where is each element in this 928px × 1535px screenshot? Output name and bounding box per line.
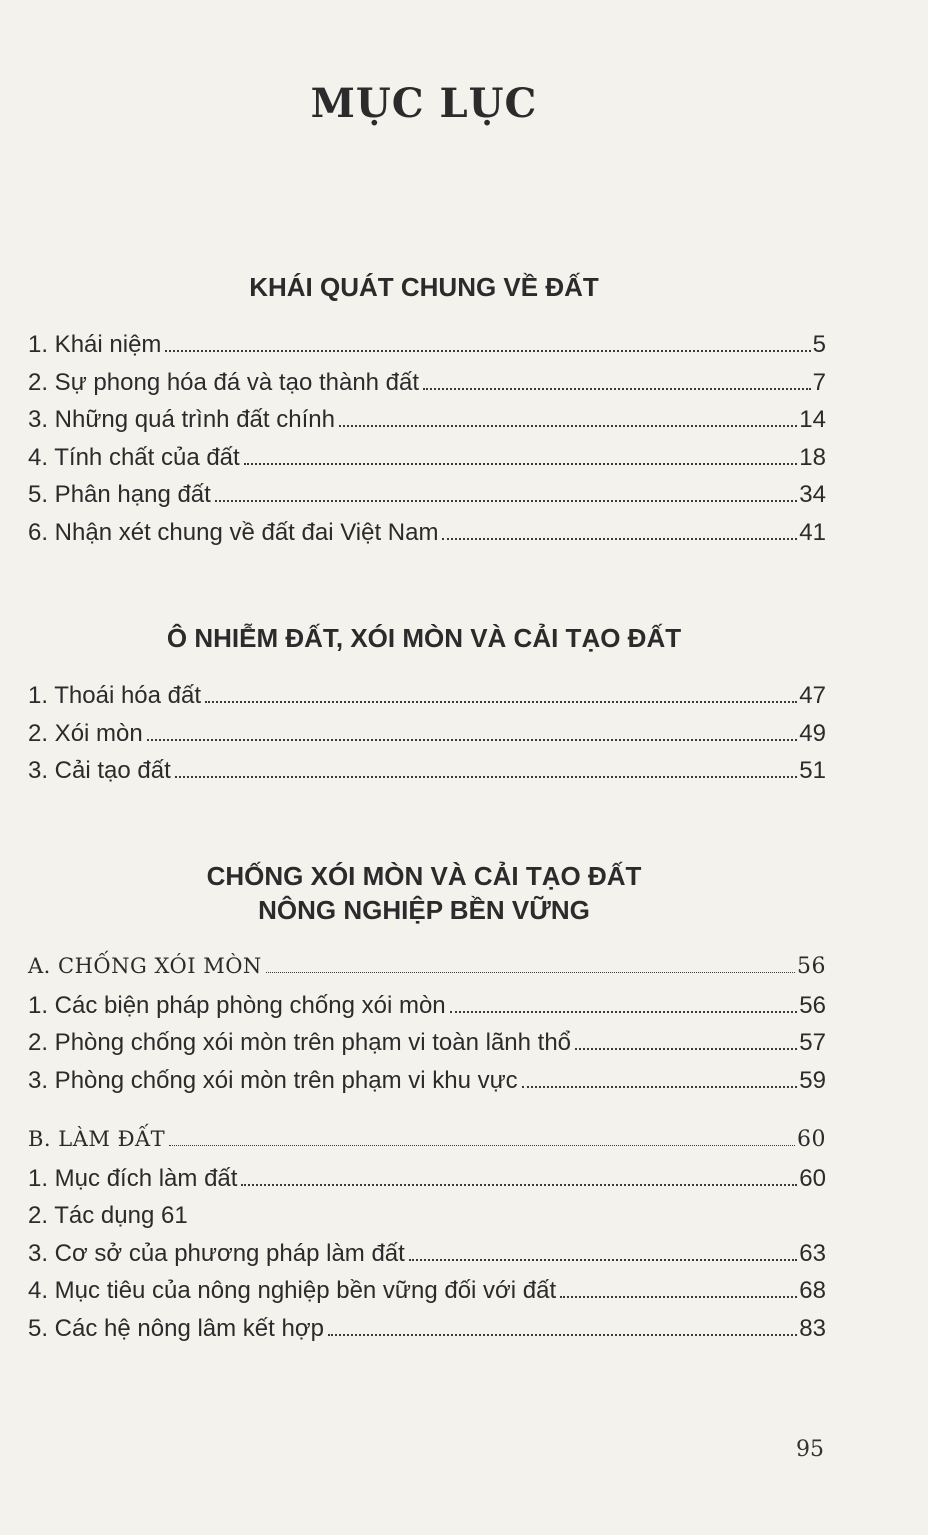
dot-leader — [147, 739, 798, 741]
toc-entry[interactable] — [28, 1240, 826, 1278]
toc-entry-label: B. LÀM ĐẤT — [28, 1127, 166, 1151]
toc-entry-page: 34 — [799, 481, 826, 509]
dot-leader — [165, 350, 810, 352]
dot-leader — [266, 972, 795, 973]
toc-entry-label: 1. Các biện pháp phòng chống xói mòn — [28, 991, 446, 1019]
toc-part-header[interactable] — [28, 1127, 826, 1165]
page-number: 95 — [796, 1437, 824, 1462]
dot-leader — [328, 1334, 797, 1336]
toc-entry-page: 47 — [799, 682, 826, 709]
toc-entry-page: 59 — [799, 1066, 826, 1094]
toc-entry-label: 2. Sự phong hóa đá và tạo thành đất — [28, 368, 420, 396]
toc-entry-page: 18 — [799, 443, 826, 471]
dot-leader — [575, 1048, 797, 1050]
toc-list-section-2 — [28, 682, 826, 795]
toc-entry-page: 49 — [799, 719, 826, 747]
toc-entry-page: 5 — [812, 331, 826, 358]
dot-leader — [522, 1086, 798, 1088]
toc-entry[interactable] — [28, 1202, 826, 1240]
toc-entry-page: 57 — [799, 1029, 826, 1057]
toc-entry[interactable] — [28, 369, 826, 407]
toc-entry-label: 2. Tác dụng 61 — [28, 1202, 188, 1230]
toc-entry[interactable] — [28, 331, 826, 369]
toc-entry[interactable] — [28, 444, 826, 482]
dot-leader — [423, 388, 811, 390]
toc-entry-label: 5. Phân hạng đất — [28, 481, 211, 509]
toc-entry[interactable] — [28, 1315, 826, 1353]
section-heading-soil-overview: KHÁI QUÁT CHUNG VỀ ĐẤT — [249, 272, 599, 302]
toc-entry-label: 1. Thoái hóa đất — [28, 682, 202, 709]
toc-entry-label: 1. Mục đích làm đất — [28, 1164, 238, 1192]
toc-entry[interactable] — [28, 1277, 826, 1315]
toc-entry[interactable] — [28, 757, 826, 795]
toc-entry[interactable] — [28, 1029, 826, 1067]
dot-leader — [244, 463, 798, 465]
toc-entry-label: 3. Cải tạo đất — [28, 757, 171, 785]
dot-leader — [205, 701, 797, 703]
toc-entry-page: 68 — [799, 1277, 826, 1305]
toc-entry-page: 63 — [799, 1239, 826, 1267]
dot-leader — [560, 1296, 797, 1298]
toc-entry-label: 1. Khái niệm — [28, 331, 162, 358]
toc-entry[interactable] — [28, 519, 826, 557]
dot-leader — [215, 500, 797, 502]
toc-entry[interactable] — [28, 682, 826, 720]
toc-entry-page: 7 — [812, 368, 826, 396]
toc-entry-label: 4. Tính chất của đất — [28, 443, 240, 471]
toc-entry-label: 4. Mục tiêu của nông nghiệp bền vững đối với đất — [28, 1277, 557, 1305]
toc-entry-page: 41 — [799, 518, 826, 546]
toc-entry-page: 51 — [799, 757, 826, 785]
toc-entry-page: 60 — [799, 1164, 826, 1192]
toc-list-part-a — [28, 954, 826, 1104]
toc-entry-label: 2. Xói mòn — [28, 719, 143, 747]
toc-entry-label: A. CHỐNG XÓI MÒN — [28, 954, 262, 978]
dot-leader — [442, 538, 797, 540]
section-heading-erosion-line2: NÔNG NGHIỆP BỀN VỮNG — [258, 895, 590, 925]
toc-entry-page: 56 — [797, 954, 826, 979]
toc-part-header[interactable] — [28, 954, 826, 992]
toc-entry[interactable] — [28, 720, 826, 758]
toc-list-part-b — [28, 1127, 826, 1353]
toc-entry-label: 2. Phòng chống xói mòn trên phạm vi toàn lãnh thổ — [28, 1029, 572, 1057]
toc-entry-page: 83 — [799, 1314, 826, 1342]
dot-leader — [450, 1011, 798, 1013]
toc-list-section-1 — [28, 331, 826, 557]
page-title: MỤC LỤC — [310, 80, 538, 127]
toc-entry-page: 60 — [797, 1127, 826, 1152]
toc-entry-label: 3. Phòng chống xói mòn trên phạm vi khu vực — [28, 1066, 518, 1094]
dot-leader — [409, 1259, 797, 1261]
toc-entry-page: 56 — [799, 991, 826, 1019]
section-heading-erosion-line1: CHỐNG XÓI MÒN VÀ CẢI TẠO ĐẤT — [206, 861, 642, 891]
dot-leader — [339, 425, 797, 427]
toc-entry-label: 6. Nhận xét chung về đất đai Việt Nam — [28, 518, 439, 546]
toc-entry[interactable] — [28, 481, 826, 519]
toc-entry[interactable] — [28, 1165, 826, 1203]
toc-entry-label: 3. Những quá trình đất chính — [28, 406, 335, 434]
toc-entry-label: 3. Cơ sở của phương pháp làm đất — [28, 1239, 405, 1267]
toc-entry[interactable] — [28, 406, 826, 444]
toc-entry-page: 14 — [799, 406, 826, 434]
dot-leader — [169, 1145, 795, 1146]
dot-leader — [241, 1184, 797, 1186]
toc-entry[interactable] — [28, 992, 826, 1030]
toc-entry[interactable] — [28, 1067, 826, 1105]
toc-entry-label: 5. Các hệ nông lâm kết hợp — [28, 1314, 324, 1342]
section-heading-soil-pollution: Ô NHIỄM ĐẤT, XÓI MÒN VÀ CẢI TẠO ĐẤT — [166, 623, 682, 653]
dot-leader — [175, 776, 798, 778]
